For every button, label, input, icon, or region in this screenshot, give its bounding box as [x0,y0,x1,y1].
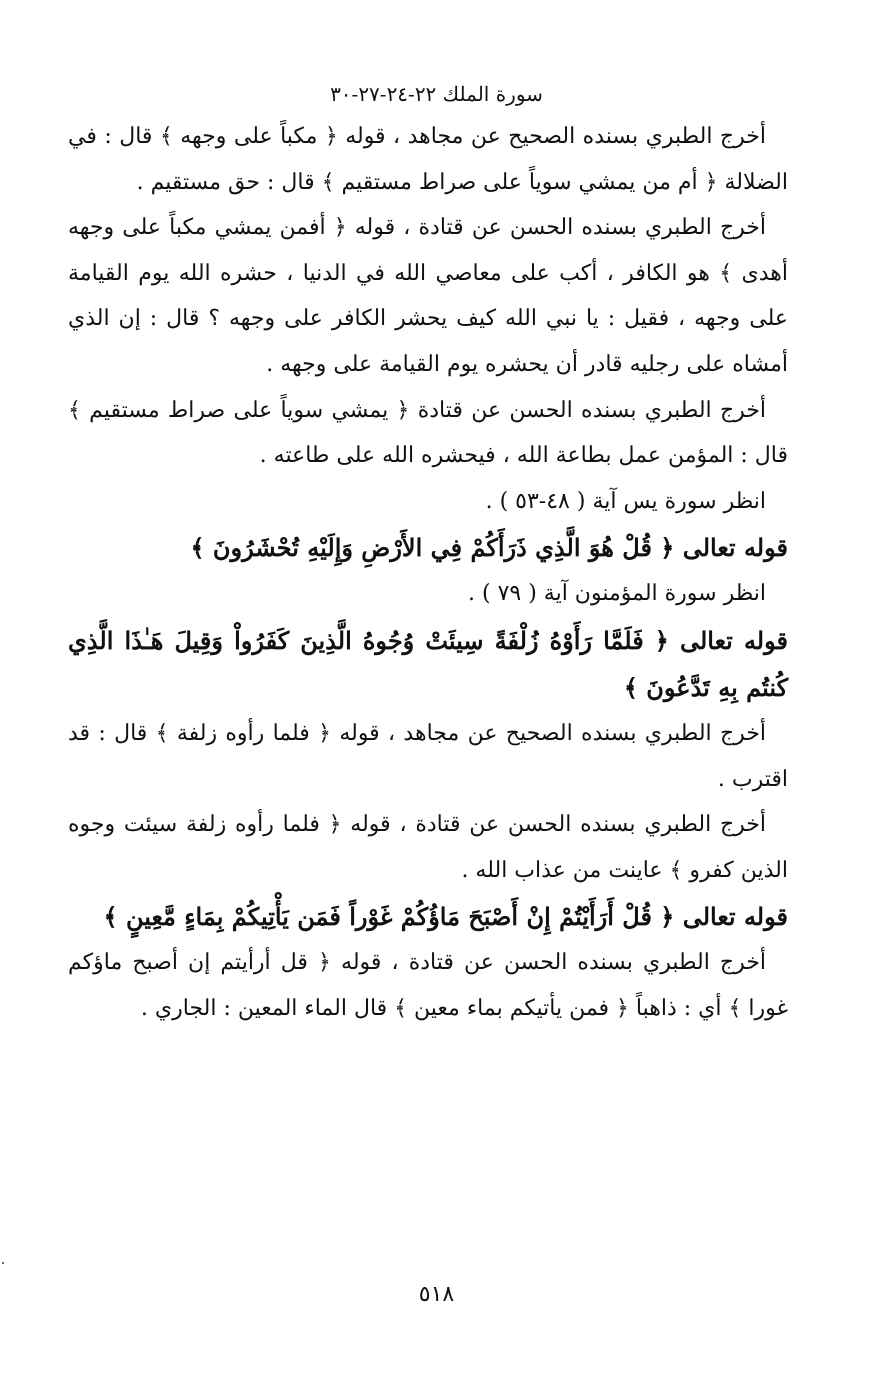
cross-reference-yasin: انظر سورة يس آية ( ٤٨-٥٣ ) . [485,488,766,514]
cross-reference-muminun: انظر سورة المؤمنون آية ( ٧٩ ) . [468,581,766,607]
verse-heading-2: قوله تعالى ﴿ فَلَمَّا رَأَوْهُ زُلْفَةً سِيئَتْ وُجُوهُ الَّذِينَ كَفَرُواْ وَقِيلَ هَـٰذَا الَّذِي كُنتُم بِهِ تَدَّعُونَ ﴾ [68,625,788,702]
paragraph-tabari-qatada-1: أخرج الطبري بسنده الحسن عن قتادة ، قوله ﴿ أفمن يمشي مكباً على وجهه أهدى ﴾ هو الكافر ، أكب على معاصي الله في الدنيا ، حشره الله يوم القيامة على وجهه ، فقيل : يا نبي الله كيف يحشر الكافر على وجهه ؟ قال : إن الذي أمشاه على رجليه قادر أن يحشره يوم القيامة على وجهه . [68,215,788,377]
page-number: ٥١٨ [418,1282,455,1307]
page-body [68,114,788,1032]
paragraph-tabari-qatada-2: أخرج الطبري بسنده الحسن عن قتادة ﴿ يمشي سوياً على صراط مستقيم ﴾ قال : المؤمن عمل بطاعة الله ، فيحشره الله على طاعته . [68,397,788,469]
scan-speck [2,1262,4,1264]
paragraph-tabari-mujahid-2: أخرج الطبري بسنده الصحيح عن مجاهد ، قوله ﴿ فلما رأوه زلفة ﴾ قال : قد اقترب . [68,720,788,792]
paragraph-tabari-qatada-3: أخرج الطبري بسنده الحسن عن قتادة ، قوله ﴿ فلما رأوه زلفة سيئت وجوه الذين كفرو ﴾ عاينت من عذاب الله . [68,812,788,883]
verse-heading-3: قوله تعالى ﴿ قُلْ أَرَأَيْتُمْ إِنْ أَصْبَحَ مَاؤُكُمْ غَوْراً فَمَن يَأْتِيكُمْ بِمَاءٍ مَّعِينٍ ﴾ [103,902,788,932]
paragraph-tabari-qatada-4: أخرج الطبري بسنده الحسن عن قتادة ، قوله ﴿ قل أرأيتم إن أصبح ماؤكم غورا ﴾ أي : ذاهباً ﴿ فمن يأتيكم بماء معين ﴾ قال الماء المعين : الجاري . [68,950,788,1021]
running-header: سورة الملك ٢٢-٢٤-٢٧-٣٠ [330,82,543,106]
verse-heading-1: قوله تعالى ﴿ قُلْ هُوَ الَّذِي ذَرَأَكُمْ فِي الأَرْضِ وَإِلَيْهِ تُحْشَرُونَ ﴾ [190,533,788,563]
paragraph-tabari-mujahid-1: أخرج الطبري بسنده الصحيح عن مجاهد ، قوله ﴿ مكباً على وجهه ﴾ قال : في الضلالة ﴿ أم من يمشي سوياً على صراط مستقيم ﴾ قال : حق مستقيم . [68,124,788,195]
